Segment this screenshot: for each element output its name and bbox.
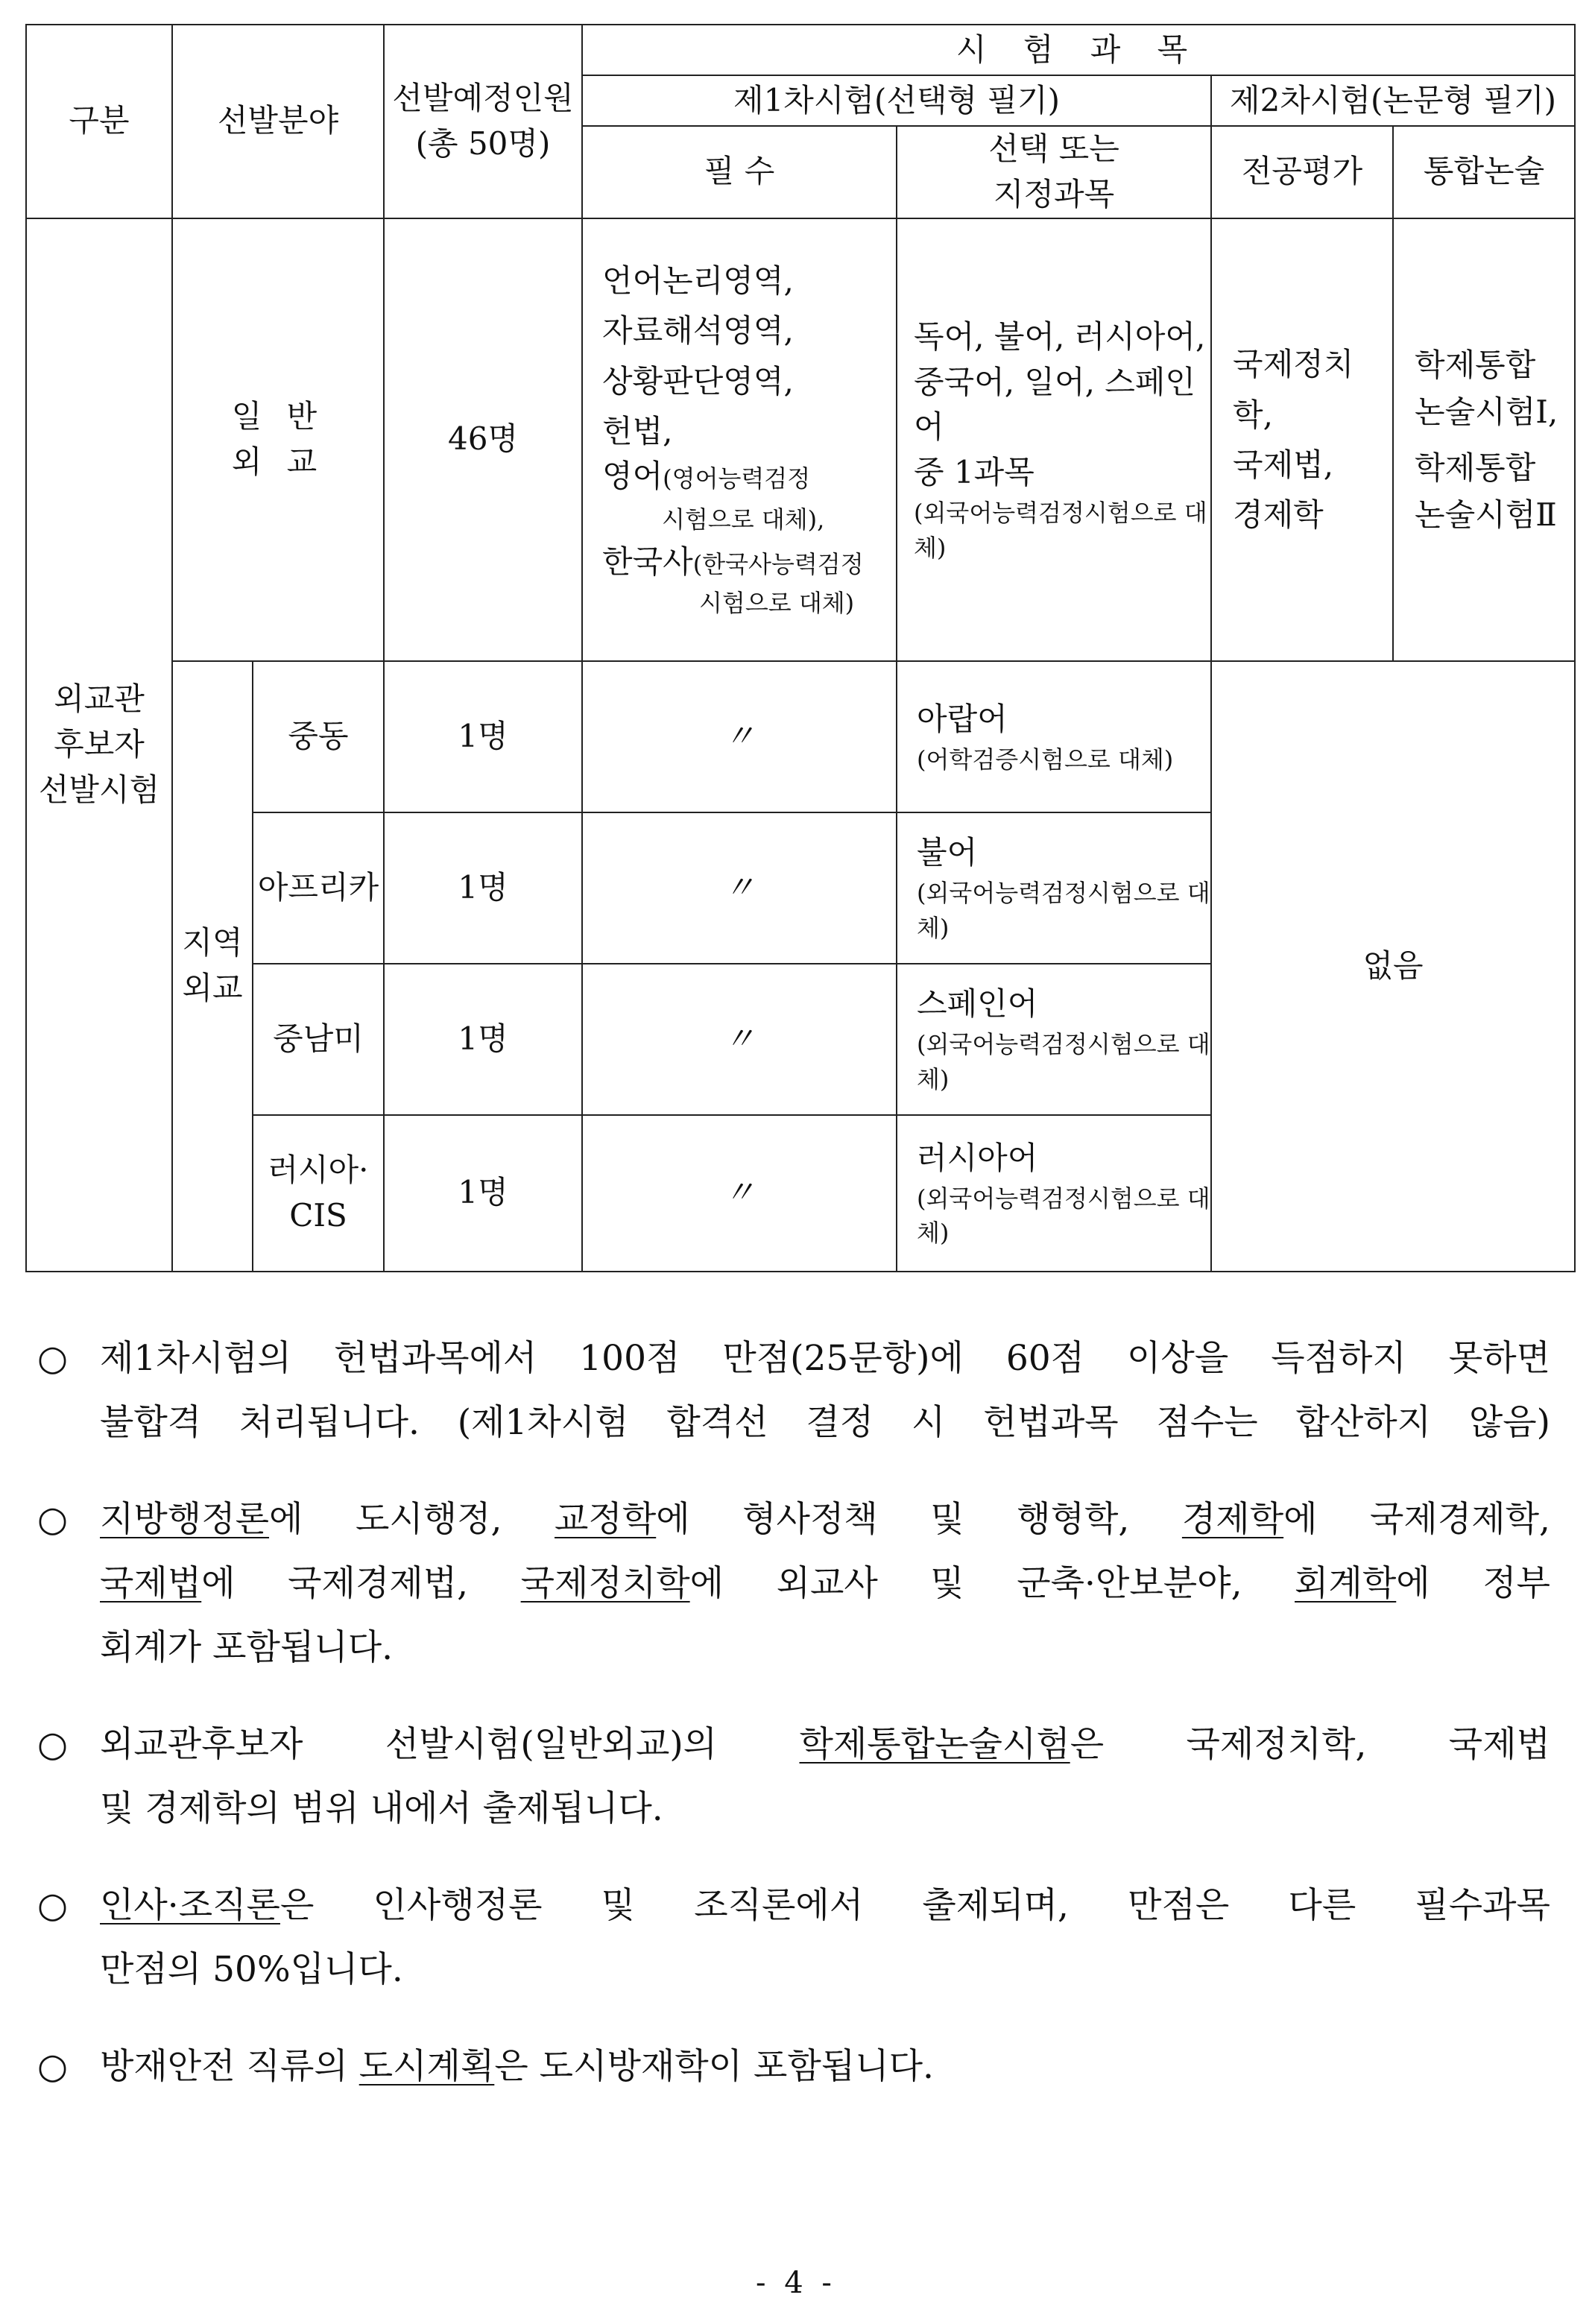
note-text: 에 외교사 및 군축·안보분야,: [689, 1563, 1295, 1604]
regional-elective: [897, 812, 1211, 964]
required-item: 언어논리영역,: [602, 262, 794, 300]
regional-required: 〃: [582, 1115, 897, 1272]
elective-sub: (외국어능력검정시험으로 대체): [914, 499, 1207, 562]
underlined-term: 국제법: [100, 1563, 202, 1604]
note-line: 제1차시험의 헌법과목에서 100점 만점(25문항)에 60점 이상을 득점하지 못하면: [100, 1338, 1550, 1379]
regional-label: [172, 661, 253, 1272]
bullet-circle-icon: ○: [37, 1338, 69, 1379]
history-main: 한국사: [602, 543, 693, 581]
history-sub1: (한국사능력검정: [692, 550, 864, 579]
general-required: [582, 218, 897, 661]
major-item: 국제정치학,: [1233, 346, 1354, 433]
essay-item: 논술시험Ⅱ: [1415, 496, 1557, 533]
note-subject-scope: [37, 1488, 1550, 1680]
regional-quota: 1명: [384, 964, 582, 1115]
note-integrated-essay: [37, 1713, 1550, 1841]
underlined-term: 학제통합논술시험: [799, 1724, 1070, 1765]
elective-line: 독어, 불어, 러시아어,: [914, 318, 1206, 355]
bullet-circle-icon: ○: [37, 1499, 69, 1540]
regional-label-line1: 지역: [182, 924, 243, 962]
regional-elective-main: 불어: [917, 834, 978, 871]
note-text: 에 국제경제학,: [1283, 1499, 1550, 1540]
note-line: 회계가 포함됩니다.: [100, 1627, 394, 1668]
english-main: 영어: [602, 457, 663, 494]
regional-elective: [897, 1115, 1211, 1272]
category-cell: [26, 218, 172, 1272]
required-history: [602, 542, 896, 583]
note-line: [100, 1552, 1550, 1616]
general-quota: 46명: [384, 218, 582, 661]
regional-required: 〃: [582, 812, 897, 964]
header-major-eval: 전공평가: [1211, 126, 1393, 218]
note-text: 에 정부: [1396, 1563, 1550, 1604]
regional-field: 아프리카: [253, 812, 384, 964]
underlined-term: 도시계획: [358, 2046, 495, 2087]
history-sub2: 시험으로 대체): [699, 588, 855, 617]
header-field: 선발분야: [172, 25, 384, 218]
note-text: 에 형사정책 및 행형학,: [656, 1499, 1182, 1540]
page-number: - 4 -: [756, 2266, 836, 2300]
header-subjects: 시 험 과 목: [582, 25, 1575, 75]
bullet-circle-icon: ○: [37, 1885, 69, 1926]
note-text: 에 국제경제법,: [201, 1563, 521, 1604]
header-quota: [384, 25, 582, 218]
essay-item: 학제통합: [1415, 449, 1536, 486]
elective-line: 중 1과목: [914, 454, 1035, 491]
english-sub1: (영어능력검정: [663, 464, 811, 493]
underlined-term: 교정학: [555, 1499, 657, 1540]
header-elective-line2: 지정과목: [993, 175, 1115, 212]
general-major: [1211, 218, 1393, 661]
header-first-exam: 제1차시험(선택형 필기): [582, 75, 1211, 126]
regional-field: [253, 1115, 384, 1272]
note-text: 에 도시행정,: [269, 1499, 555, 1540]
note-text: 방재안전 직류의: [100, 2046, 359, 2087]
note-line: [100, 1488, 1550, 1552]
note-text: 외교관후보자 선발시험(일반외교)의: [100, 1724, 800, 1765]
header-required: 필 수: [582, 126, 897, 218]
regional-quota: 1명: [384, 812, 582, 964]
note-personnel: [37, 1874, 1550, 2002]
regional-required: 〃: [582, 661, 897, 812]
note-line: 만점의 50%입니다.: [100, 1949, 403, 1990]
note-text: 은 인사행정론 및 조직론에서 출제되며, 만점은 다른 필수과목: [279, 1885, 1550, 1926]
note-text: 은 국제정치학, 국제법: [1070, 1724, 1550, 1765]
english-sub2: 시험으로 대체),: [662, 505, 825, 534]
required-english: [602, 456, 896, 497]
general-elective: [897, 218, 1211, 661]
regional-elective-sub: (외국어능력검정시험으로 대체): [917, 879, 1210, 942]
category-line1: 외교관: [54, 680, 145, 717]
header-second-exam: 제2차시험(논문형 필기): [1211, 75, 1575, 126]
underlined-term: 국제정치학: [520, 1563, 690, 1604]
notes-section: [37, 1327, 1550, 2132]
header-quota-total: (총 50명): [415, 124, 551, 162]
regional-quota: 1명: [384, 661, 582, 812]
required-item: 자료해석영역,: [602, 312, 794, 350]
elective-line: 중국어, 일어, 스페인어: [914, 363, 1195, 446]
regional-label-line2: 외교: [182, 970, 243, 1007]
regional-field-line2: CIS: [289, 1196, 347, 1234]
underlined-term: 인사·조직론: [100, 1885, 280, 1926]
required-item: 헌법,: [602, 412, 673, 449]
header-elective: [897, 126, 1211, 218]
regional-elective: [897, 661, 1211, 812]
major-item: 국제법,: [1233, 446, 1334, 483]
bullet-circle-icon: ○: [37, 2046, 69, 2087]
underlined-term: 지방행정론: [100, 1499, 270, 1540]
regional-field: 중동: [253, 661, 384, 812]
note-line: 및 경제학의 범위 내에서 출제됩니다.: [100, 1788, 663, 1829]
underlined-term: 회계학: [1295, 1563, 1397, 1604]
regional-quota: 1명: [384, 1115, 582, 1272]
header-integrated-essay: 통합논술: [1393, 126, 1575, 218]
underlined-term: 경제학: [1181, 1499, 1284, 1540]
exam-subjects-table: [25, 24, 1576, 1272]
bullet-circle-icon: ○: [37, 1724, 69, 1765]
note-urban-planning: [37, 2035, 1550, 2099]
header-category: 구분: [26, 25, 172, 218]
note-line: [100, 1874, 1550, 1938]
regional-field: 중남미: [253, 964, 384, 1115]
header-quota-label: 선발예정인원: [392, 80, 574, 116]
major-item: 경제학: [1233, 496, 1324, 533]
regional-required: 〃: [582, 964, 897, 1115]
general-field: [172, 218, 384, 661]
regional-elective-sub: (외국어능력검정시험으로 대체): [917, 1184, 1210, 1248]
general-field-line1: 일 반: [231, 397, 325, 435]
category-line2: 후보자: [54, 725, 145, 762]
regional-field-line1: 러시아·: [268, 1151, 369, 1188]
regional-elective-main: 러시아어: [917, 1139, 1038, 1176]
note-text: 은 도시방재학이 포함됩니다.: [494, 2046, 934, 2087]
general-field-line2: 외 교: [231, 443, 325, 480]
required-item: 상황판단영역,: [602, 362, 794, 400]
regional-elective-main: 스페인어: [917, 985, 1038, 1023]
essay-item: 논술시험Ⅰ,: [1415, 393, 1558, 430]
regional-elective-main: 아랍어: [917, 700, 1008, 737]
regional-elective-sub: (어학검증시험으로 대체): [917, 745, 1174, 774]
note-constitution: [37, 1327, 1550, 1455]
category-line3: 선발시험: [38, 771, 160, 808]
note-line: [100, 1713, 1550, 1777]
essay-item: 학제통합: [1415, 346, 1536, 383]
header-elective-line1: 선택 또는: [988, 130, 1119, 167]
note-line: 불합격 처리됩니다. (제1차시험 합격선 결정 시 헌법과목 점수는 합산하지 않음): [100, 1402, 1550, 1443]
note-line: [100, 2035, 1550, 2099]
second-exam-none: 없음: [1211, 661, 1575, 1272]
regional-elective: [897, 964, 1211, 1115]
regional-elective-sub: (외국어능력검정시험으로 대체): [917, 1030, 1210, 1093]
general-essay: [1393, 218, 1575, 661]
